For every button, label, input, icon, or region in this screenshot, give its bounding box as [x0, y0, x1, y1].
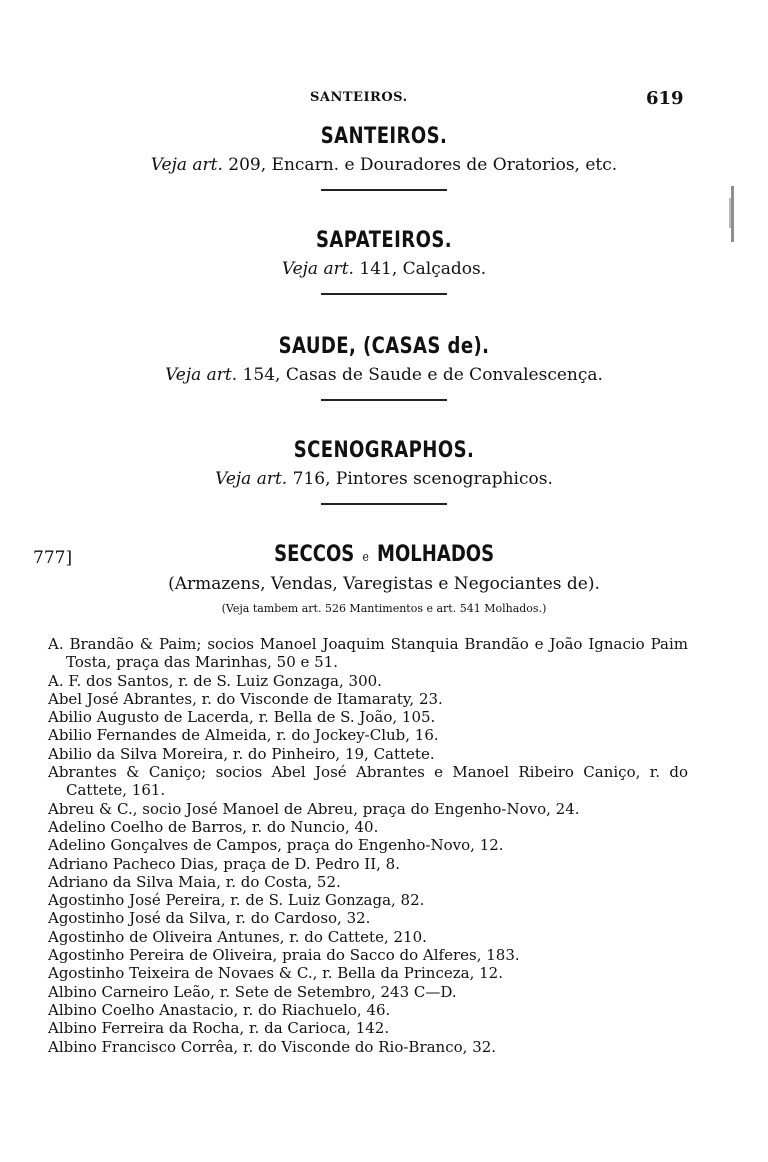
directory-entry: Agostinho José Pereira, r. de S. Luiz Gonzaga, 82. [48, 891, 425, 910]
ref-prefix: Veja art. [150, 155, 223, 175]
ref-text: 141, Calçados. [359, 259, 487, 279]
section-heading: SCENOGRAPHOS. [293, 438, 475, 463]
directory-entry: Abrantes & Caniço; socios Abel José Abrantes e Manoel Ribeiro Caniço, r. do Cattete, 161. [48, 763, 688, 800]
main-section-note: (Veja tambem art. 526 Mantimentos e art. 541 Molhados.) [221, 602, 547, 615]
section-heading: SANTEIROS. [320, 124, 448, 149]
ref-prefix: Veja art. [165, 365, 238, 385]
directory-entry: Abreu & C., socio José Manoel de Abreu, praça do Engenho-Novo, 24. [48, 799, 580, 818]
directory-entry: Abilio Fernandes de Almeida, r. do Jockey-Club, 16. [48, 726, 439, 745]
directory-entry: Albino Ferreira da Rocha, r. da Carioca, 142. [48, 1019, 390, 1038]
section-heading: SAUDE, (CASAS de). [278, 334, 490, 359]
directory-entry: Abilio Augusto de Lacerda, r. Bella de S. João, 105. [48, 708, 436, 727]
heading-joiner: e [362, 550, 369, 565]
directory-entry: Agostinho Pereira de Oliveira, praia do Sacco do Alferes, 183. [48, 946, 520, 965]
directory-entry: Albino Coelho Anastacio, r. do Riachuelo, 46. [48, 1000, 391, 1019]
directory-entry: A. Brandão & Paim; socios Manoel Joaquim Stanquia Brandão e João Ignacio Paim Tosta, praça das Marinhas, 50 e 51. [48, 635, 688, 672]
cross-reference [0, 469, 768, 489]
directory-entry: Adriano Pacheco Dias, praça de D. Pedro II, 8. [48, 854, 400, 873]
ref-text: 154, Casas de Saude e de Convalescença. [242, 365, 603, 385]
running-title: SANTEIROS. [310, 90, 408, 105]
divider-rule [321, 503, 447, 505]
section-santeiros [0, 124, 768, 191]
directory-entry: Adelino Coelho de Barros, r. do Nuncio, 40. [48, 817, 379, 836]
directory-entry: Adriano da Silva Maia, r. do Costa, 52. [48, 872, 341, 891]
directory-entry: Abilio da Silva Moreira, r. do Pinheiro, 19, Cattete. [48, 744, 435, 763]
cross-reference [0, 155, 768, 175]
ref-prefix: Veja art. [215, 469, 288, 489]
ref-text: 209, Encarn. e Douradores de Oratorios, etc. [228, 155, 618, 175]
divider-rule [321, 293, 447, 295]
section-heading: SAPATEIROS. [315, 228, 452, 253]
directory-entries [48, 635, 688, 1056]
section-number: 777] [33, 548, 73, 568]
divider-rule [321, 399, 447, 401]
directory-entry: Adelino Gonçalves de Campos, praça do Engenho-Novo, 12. [48, 836, 504, 855]
divider-rule [321, 189, 447, 191]
heading-right: MOLHADOS [376, 542, 494, 567]
directory-entry: Agostinho José da Silva, r. do Cardoso, 32. [48, 909, 371, 928]
directory-entry: Abel José Abrantes, r. do Visconde de Itamaraty, 23. [48, 689, 443, 708]
ref-text: 716, Pintores scenographicos. [292, 469, 553, 489]
section-sapateiros [0, 228, 768, 295]
main-section-subtitle: (Armazens, Vendas, Varegistas e Negociantes de). [168, 574, 600, 594]
directory-entry: Albino Francisco Corrêa, r. do Visconde do Rio-Branco, 32. [48, 1037, 497, 1056]
cross-reference [0, 365, 768, 385]
main-section-heading [0, 542, 768, 567]
directory-entry: Agostinho de Oliveira Antunes, r. do Cattete, 210. [48, 927, 427, 946]
running-header [0, 90, 768, 110]
directory-entry: Albino Carneiro Leão, r. Sete de Setembro, 243 C—D. [48, 982, 457, 1001]
cross-reference [0, 259, 768, 279]
ref-prefix: Veja art. [281, 259, 354, 279]
page-number: 619 [646, 88, 684, 109]
section-scenographos [0, 438, 768, 505]
directory-entry: A. F. dos Santos, r. de S. Luiz Gonzaga, 300. [48, 671, 382, 690]
heading-left: SECCOS [273, 542, 355, 567]
section-saude [0, 334, 768, 401]
directory-entry: Agostinho Teixeira de Novaes & C., r. Bella da Princeza, 12. [48, 964, 503, 983]
